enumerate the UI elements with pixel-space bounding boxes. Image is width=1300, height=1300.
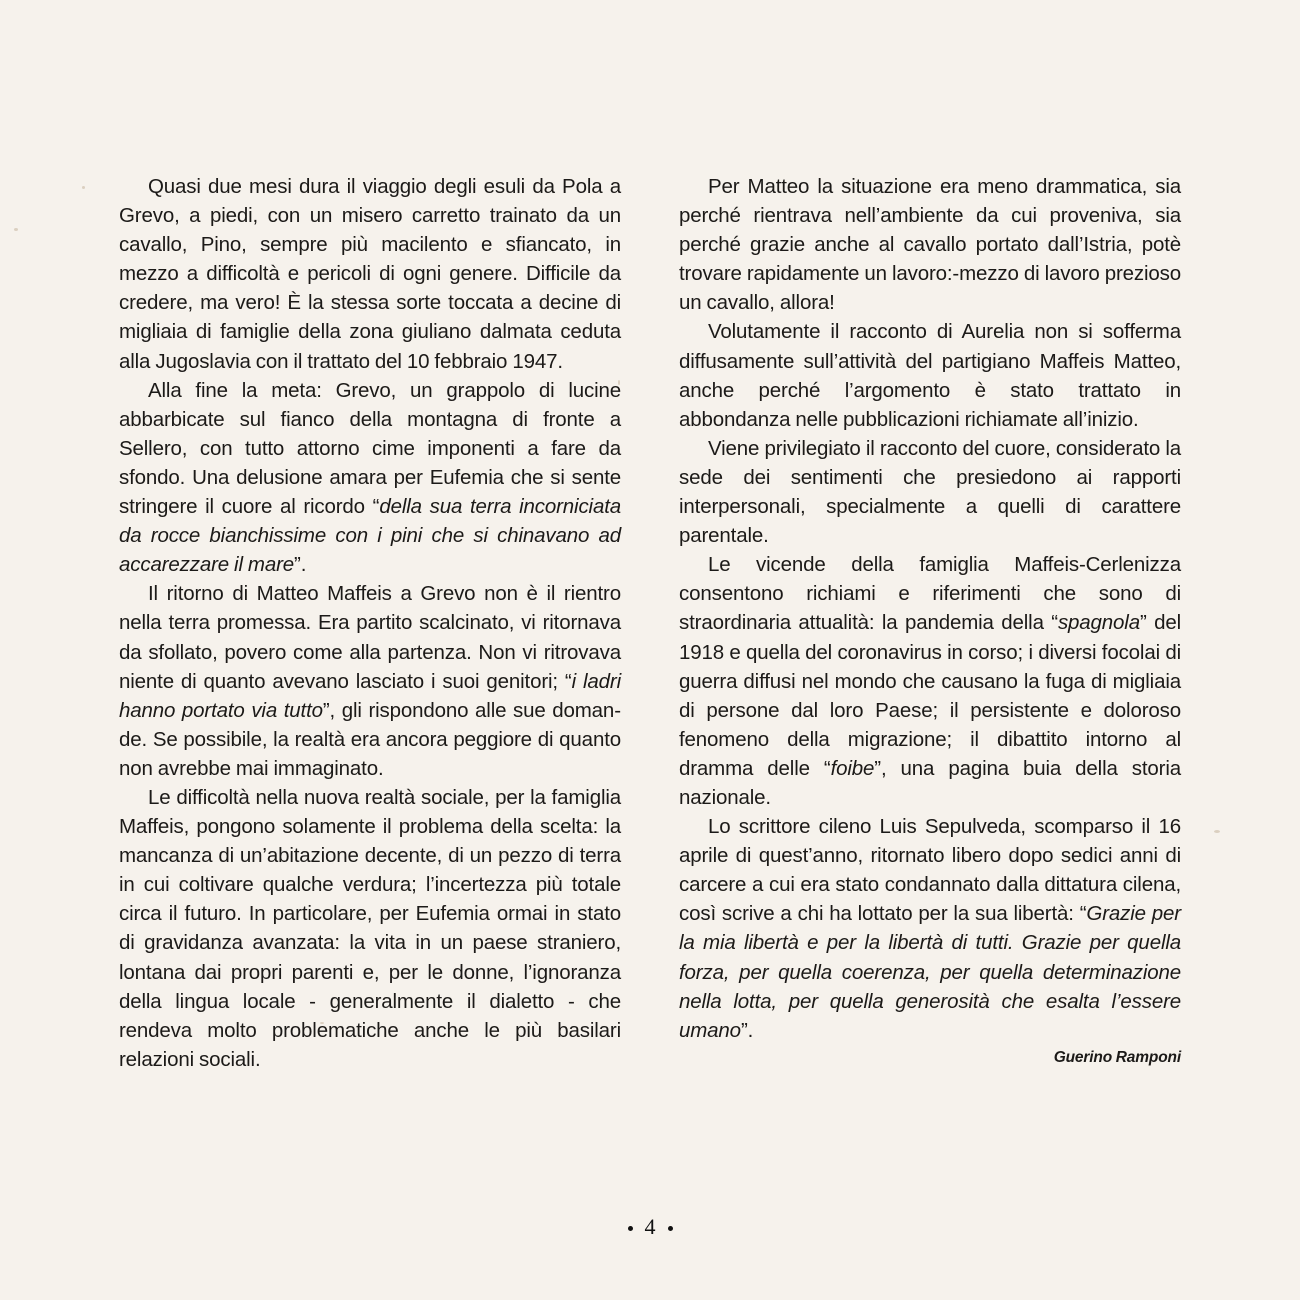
body-paragraph	[679, 317, 1181, 433]
paragraph-text: Le vicende della famiglia Maffeis-Cerlenizza consentono richiami e riferimenti che sono di straordinaria attualità: la pandemia della “	[679, 553, 1181, 635]
page-number: 4	[644, 1214, 656, 1239]
paper-speck	[14, 228, 18, 231]
paragraph-text: ” del 1918 e quella del coronavirus in corso; i diversi focolai di guerra diffusi nel mondo che causano la fuga di migliaia di persone dal loro Paese; il persistente e doloroso fenomeno della migrazione; il dibattito intorno al dramma delle “	[679, 611, 1181, 780]
paragraph-text: Volutamente il racconto di Aurelia non si sofferma diffusamente sull’attività del partigiano Maffeis Matteo, anche perché l’argomento è stato trattato in abbondanza nelle pubblicazioni richiamate all’inizio.	[679, 320, 1181, 431]
quoted-italic-text: i ladri hanno portato via tutto	[119, 669, 621, 722]
right-column	[679, 172, 1181, 1071]
body-paragraph	[679, 812, 1181, 1045]
body-paragraph	[679, 550, 1181, 812]
bullet-dot-icon	[628, 1226, 633, 1231]
quoted-italic-text: Grazie per la mia libertà e per la libertà di tutti. Grazie per quella forza, per quella coerenza, per quella determinazione nella lotta, per quella generosità che esalta l’essere umano	[679, 902, 1181, 1042]
paragraph-text: Il ritorno di Matteo Maffeis a Grevo non è il rientro nella terra promessa. Era partito scalcinato, vi ritornava da sfollato, povero come alla partenza. Non vi ritrovava niente di quanto avevano lasciato i suoi genitori; “	[119, 582, 621, 693]
quoted-italic-text: foibe	[830, 756, 875, 780]
paragraph-text: Viene privilegiato il racconto del cuore, considerato la sede dei sentimenti che presiedono ai rapporti interpersonali, specialmente a quelli di carattere parentale.	[679, 436, 1181, 548]
paragraph-text: Quasi due mesi dura il viaggio degli esuli da Pola a Grevo, a piedi, con un misero carretto trainato da un cavallo, Pino, sempre più macilento e sfiancato, in mezzo a difficoltà e pericoli di ogni genere. Difficile da credere, ma vero! È la stessa sorte toccata a decine di migliaia di famiglie della zona giuliano dalmata ceduta alla Jugoslavia con il trattato del 10 febbraio 1947.	[119, 175, 621, 373]
paragraph-text: ”.	[294, 553, 307, 577]
paragraph-text: Lo scrittore cileno Luis Sepulveda, scomparso il 16 aprile di quest’anno, ritornato libero dopo sedici anni di carcere a cui era stato condannato dalla dittatura cilena, così scrive a chi ha lottato per la sua libertà: “	[679, 815, 1181, 926]
bullet-dot-icon	[668, 1226, 673, 1231]
body-paragraph	[119, 376, 621, 580]
paper-speck	[82, 186, 85, 189]
quoted-italic-text: della sua terra incorniciata da rocce bianchissime con i pini che si chinavano ad accarezzare il mare	[119, 495, 622, 577]
body-paragraph	[119, 172, 621, 376]
paper-speck	[1214, 830, 1220, 833]
paragraph-text: Alla fine la meta: Grevo, un grappolo di lucine abbarbicate sul fianco della montagna di fronte a Sellero, con tutto attorno cime imponenti a fare da sfondo. Una delusione amara per Eufemia che si sente stringere il cuore al ricordo “	[119, 378, 621, 519]
body-paragraph	[119, 783, 621, 1074]
body-paragraph	[119, 579, 621, 783]
paragraph-text: Le difficoltà nella nuova realtà sociale, per la famiglia Maffeis, pongono solamente il problema della scelta: la mancanza di un’abitazione decente, di un pezzo di terra in cui coltivare qualche verdura; l’incertezza più totale circa il futuro. In particolare, per Eufemia ormai in stato di gravidanza avanzata: la vita in un paese straniero, lontana dai propri parenti e, per le donne, l’ignoranza della lingua locale - generalmente il dialetto - che rendeva molto problematiche anche le più basilari relazioni sociali.	[119, 785, 621, 1071]
paragraph-text: ”, una pagina buia della storia nazionale.	[679, 756, 1181, 809]
paragraph-text: ”.	[740, 1018, 754, 1042]
body-paragraph	[679, 172, 1181, 317]
paragraph-text: Per Matteo la situazione era meno drammatica, sia perché rientrava nell’ambiente da cui proveniva, sia perché grazie anche al cavallo portato dall’Istria, potè trovare rapidamente un lavoro:-mezzo di lavoro prezioso un cavallo, allora!	[679, 175, 1181, 315]
left-column	[119, 172, 621, 1074]
author-signature: Guerino Ramponi	[1053, 1048, 1181, 1066]
quoted-italic-text: spagnola	[1057, 611, 1140, 635]
body-paragraph	[679, 434, 1181, 550]
paragraph-text: ”, gli rispondono alle sue domande. Se possibile, la realtà era ancora peggiore di quanto non avrebbe mai immaginato.	[119, 698, 622, 780]
page-number-footer	[0, 1214, 1300, 1240]
